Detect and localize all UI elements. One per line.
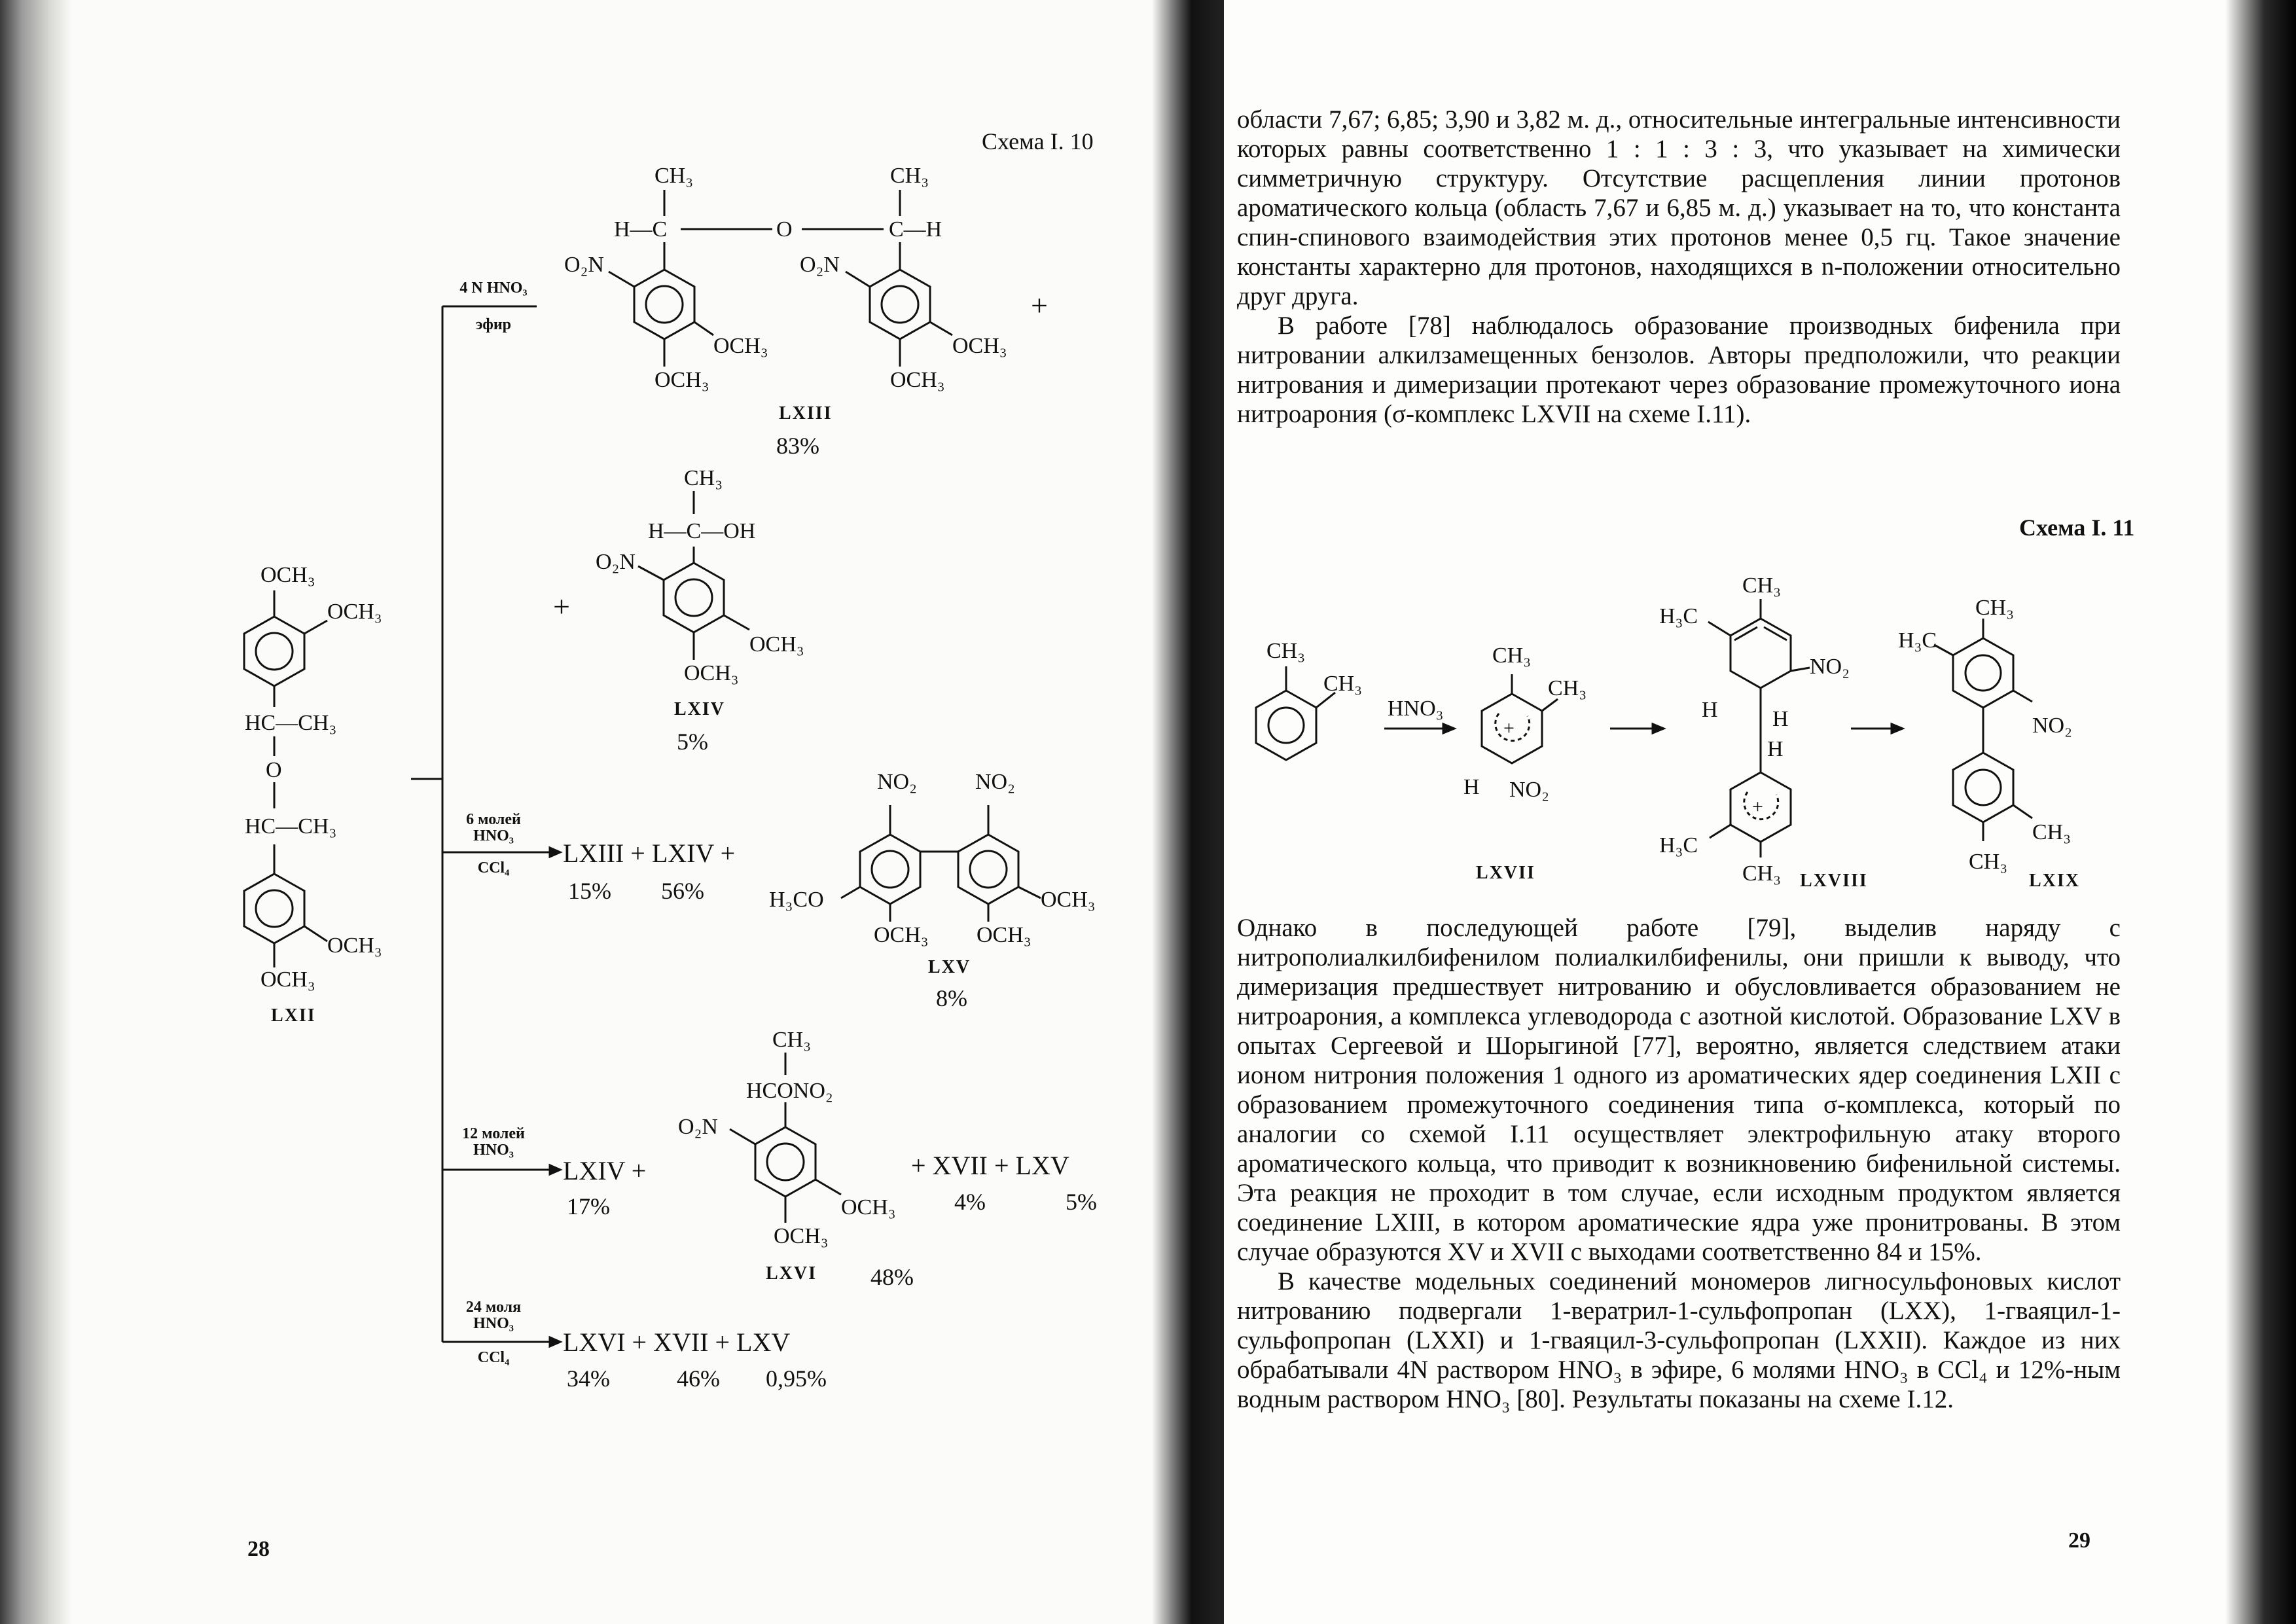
lxix-ring-top bbox=[1953, 638, 2013, 708]
lxvi-ch3: CH₃ bbox=[772, 1028, 812, 1052]
lxv-och3-left: OCH₃ bbox=[874, 923, 929, 947]
arrow-head-row3 bbox=[550, 848, 560, 857]
scheme-11-label: Схема I. 11 bbox=[2019, 514, 2135, 541]
lxiv-yield: 5% bbox=[677, 729, 708, 755]
lxv-och3-outer: OCH₃ bbox=[1041, 888, 1096, 912]
lxiv-hcoh: H—C—OH bbox=[648, 519, 756, 543]
lxiii-ether-o: O bbox=[776, 217, 793, 242]
row3-yield-lxiii: 15% bbox=[568, 878, 611, 904]
lxiii-ch-right: C—H bbox=[889, 217, 942, 242]
row5-yield-xvii: 46% bbox=[677, 1365, 720, 1392]
paragraph-1-and-2 bbox=[1237, 105, 2121, 429]
lxiv-ch3: CH₃ bbox=[684, 466, 723, 490]
lxiv-code: LXIV bbox=[674, 699, 726, 719]
lxiii-ch3-right: CH₃ bbox=[890, 164, 929, 188]
lxviii-ch3-bottom: CH₃ bbox=[1742, 861, 1782, 886]
row4-yield-lxiv: 17% bbox=[567, 1193, 610, 1219]
lxii-ether-oxygen: O bbox=[266, 758, 282, 782]
lxviii-h-right: H bbox=[1772, 707, 1789, 731]
row4-yield-lxv: 5% bbox=[1066, 1189, 1097, 1215]
row4-equation-left: LXIV + bbox=[563, 1156, 647, 1185]
arrow-head-row4 bbox=[550, 1165, 560, 1174]
paragraph-3: Однако в последующей работе [79], выделив наряду с нитрополиалкилбифенилом полиалкилбифенилы, они пришли к выводу, что димеризация предшествует нитрованию и обусловливается образованием не нитроарония, а комплекса углеводорода с азотной кислотой. Образование LXV в опытах Сергеевой и Шорыгиной [77], вероятно, является следствием атаки ионом нитрония положения 1 одного из ароматических ядер соединения LXII с образованием промежуточного соединения типа σ-комплекса, который по аналогии со схемой I.11 осуществляет электрофильную атаку второго ароматического кольца, что приводит к возникновению бифенильной системы. Эта реакция не проходит в том случае, если исходным продуктом является соединение LXIII, в котором ароматические ядра уже пронитрованы. В этом случае образуются XV и XVII с выходами соответственно 84 и 15%. bbox=[1237, 914, 2121, 1266]
lxiii-och3-right-para: OCH₃ bbox=[890, 368, 945, 392]
lxiii-ch3-left: CH₃ bbox=[655, 164, 694, 188]
row4-condition-top: 12 молей HNO₃ bbox=[462, 1125, 525, 1159]
lxiii-och3-left-meta: OCH₃ bbox=[713, 334, 768, 358]
lxvi-yield: 48% bbox=[870, 1264, 914, 1290]
lxiv-och3-meta: OCH₃ bbox=[749, 632, 804, 657]
lxix-h3c: H₃C bbox=[1898, 628, 1937, 653]
lxviii-h3c-bottom: H₃C bbox=[1659, 833, 1698, 857]
lxv-ring-right bbox=[958, 835, 1018, 904]
lxvi-hcono2: HCONO₂ bbox=[746, 1079, 833, 1103]
lxvi-code: LXVI bbox=[766, 1263, 817, 1284]
lxviii-plus-sign: + bbox=[1752, 796, 1763, 818]
lxiv-ring bbox=[664, 563, 724, 632]
paragraph-3-and-4 bbox=[1237, 913, 2121, 1414]
row5-equation: LXVI + XVII + LXV bbox=[563, 1327, 791, 1357]
lxiv-o2n: O₂N bbox=[596, 550, 636, 574]
lxiii-och3-left-para: OCH₃ bbox=[655, 368, 709, 392]
lxvii-h: H bbox=[1463, 775, 1480, 799]
xylene-ch3-a: CH₃ bbox=[1266, 639, 1306, 663]
lxii-ring-bottom-circle bbox=[256, 890, 293, 927]
row2-plus: + bbox=[553, 590, 570, 623]
lxviii-code: LXVIII bbox=[1800, 871, 1868, 891]
row3-yield-lxiv: 56% bbox=[661, 878, 704, 904]
lxv-no2-right: NO₂ bbox=[975, 770, 1015, 794]
lxiii-och3-right-meta: OCH₃ bbox=[952, 334, 1007, 358]
lxv-h3co: H₃CO bbox=[769, 888, 824, 912]
scheme11-reagent: HNO₃ bbox=[1388, 696, 1444, 721]
lxix-no2: NO₂ bbox=[2032, 713, 2072, 738]
row5-condition-top: 24 моля HNO₃ bbox=[465, 1299, 522, 1333]
lxiii-code: LXIII bbox=[779, 403, 833, 424]
scheme-10-label: Схема I. 10 bbox=[982, 128, 1094, 154]
lxix-ch3-right: CH₃ bbox=[2032, 820, 2072, 844]
paragraph-1: области 7,67; 6,85; 3,90 и 3,82 м. д., относительные интегральные интенсивности которых равны соответственно 1 : 1 : 3 : 3, что указывает на химически симметричную структуру. Отсутствие расщепления линии протонов ароматического кольца (область 7,67 и 6,85 м. д.) указывает на то, что константа спин-спинового взаимодействия этих протонов менее 0,5 гц. Такое значение константы характерно для протонов, находящихся в n-положении относительно друг друга. bbox=[1237, 105, 2121, 310]
row1-condition-top: 4 N HNO₃ bbox=[459, 280, 528, 297]
right-page-number: 29 bbox=[2068, 1528, 2090, 1553]
lxvi-o2n: O₂N bbox=[678, 1115, 718, 1139]
lxiii-hc-left: H—C bbox=[614, 217, 668, 242]
lxvii-ch3-b: CH₃ bbox=[1548, 676, 1587, 700]
paragraph-4: В качестве модельных соединений мономеров лигносульфоновых кислот нитрованию подвергали 1-вератрил-1-сульфопропан (LXX), 1-гваяцил-1-сульфопропан (LXXI) и 1-гваяцил-3-сульфопропан (LXXII). Каждое из них обрабатывали 4N раствором HNO₃ в эфире, 6 молями HNO₃ в CCl₄ и 12%-ным водным раствором HNO₃ [80]. Результаты показаны на схеме I.12. bbox=[1237, 1267, 2121, 1413]
arrow-head-row5 bbox=[550, 1337, 560, 1346]
lxv-code: LXV bbox=[928, 957, 971, 977]
paragraph-2: В работе [78] наблюдалось образование производных бифенила при нитровании алкилзамещенных бензолов. Авторы предположили, что реакции нитрования и димеризации протекают через образование промежуточного иона нитроарония (σ-комплекс LXVII на схеме I.11). bbox=[1237, 312, 2121, 428]
row5-yield-lxvi: 34% bbox=[567, 1365, 610, 1392]
lxv-och3-right: OCH₃ bbox=[977, 923, 1031, 947]
lxviii-ch3-top: CH₃ bbox=[1742, 573, 1782, 598]
lxiii-ring-right bbox=[870, 270, 930, 339]
lxix-ring-bottom bbox=[1953, 753, 2013, 822]
lxii-ring-top-circle bbox=[256, 633, 293, 670]
lxii-och3-bottom: OCH₃ bbox=[260, 967, 315, 992]
lxiii-o2n-right: O₂N bbox=[800, 253, 840, 277]
lxix-ch3-top: CH₃ bbox=[1975, 596, 2015, 620]
lxviii-ring-top bbox=[1731, 619, 1791, 688]
row3-equation: LXIII + LXIV + bbox=[563, 839, 736, 868]
lxvii-ch3-a: CH₃ bbox=[1492, 643, 1532, 668]
row1-condition-bottom: эфир bbox=[475, 316, 511, 333]
lxii-och3-meta-lower: OCH₃ bbox=[327, 933, 382, 958]
row4-equation-right: + XVII + LXV bbox=[911, 1151, 1069, 1180]
lxviii-h-lower: H bbox=[1767, 737, 1784, 761]
lxii-code: LXII bbox=[271, 1005, 316, 1026]
lxv-yield: 8% bbox=[936, 985, 967, 1011]
lxii-ring-top bbox=[244, 617, 304, 686]
lxvii-no2: NO₂ bbox=[1509, 778, 1549, 802]
lxvi-ring bbox=[755, 1127, 816, 1197]
lxviii-no2: NO₂ bbox=[1810, 655, 1850, 679]
lxii-hc-ch3-lower: HC—CH₃ bbox=[245, 814, 337, 839]
lxii-och3-top: OCH₃ bbox=[260, 563, 315, 587]
row3-condition-bottom: CCl₄ bbox=[477, 859, 510, 876]
lxix-code: LXIX bbox=[2029, 871, 2081, 891]
lxiv-och3-para: OCH₃ bbox=[684, 661, 739, 685]
lxii-och3-meta: OCH₃ bbox=[327, 600, 382, 624]
lxv-no2-left: NO₂ bbox=[877, 770, 917, 794]
lxix-ch3-bottom: CH₃ bbox=[1969, 850, 2008, 874]
row4-yield-xvii: 4% bbox=[954, 1189, 986, 1215]
lxviii-h3c-top: H₃C bbox=[1659, 604, 1698, 628]
lxiii-yield: 83% bbox=[776, 433, 819, 459]
lxii-hc-ch3-upper: HC—CH₃ bbox=[245, 711, 337, 735]
lxviii-h-left: H bbox=[1702, 698, 1718, 722]
lxiii-o2n-left: O₂N bbox=[564, 253, 604, 277]
xylene-ring bbox=[1256, 691, 1316, 760]
row3-condition-top: 6 молей HNO₃ bbox=[466, 811, 521, 845]
lxv-ring-left bbox=[860, 835, 920, 904]
lxvii-plus-sign: + bbox=[1503, 717, 1515, 739]
lxiii-ring-left bbox=[634, 270, 694, 339]
row5-yield-lxv: 0,95% bbox=[766, 1365, 827, 1392]
xylene-ch3-b: CH₃ bbox=[1323, 672, 1363, 696]
lxvii-code: LXVII bbox=[1476, 863, 1535, 883]
row1-plus: + bbox=[1031, 289, 1048, 322]
lxvi-och3-para: OCH₃ bbox=[774, 1224, 829, 1248]
lxii-ring-bottom bbox=[244, 874, 304, 943]
lxvi-och3-meta: OCH₃ bbox=[841, 1195, 896, 1219]
left-page-number: 28 bbox=[247, 1537, 270, 1561]
row5-condition-bottom: CCl₄ bbox=[477, 1349, 510, 1366]
